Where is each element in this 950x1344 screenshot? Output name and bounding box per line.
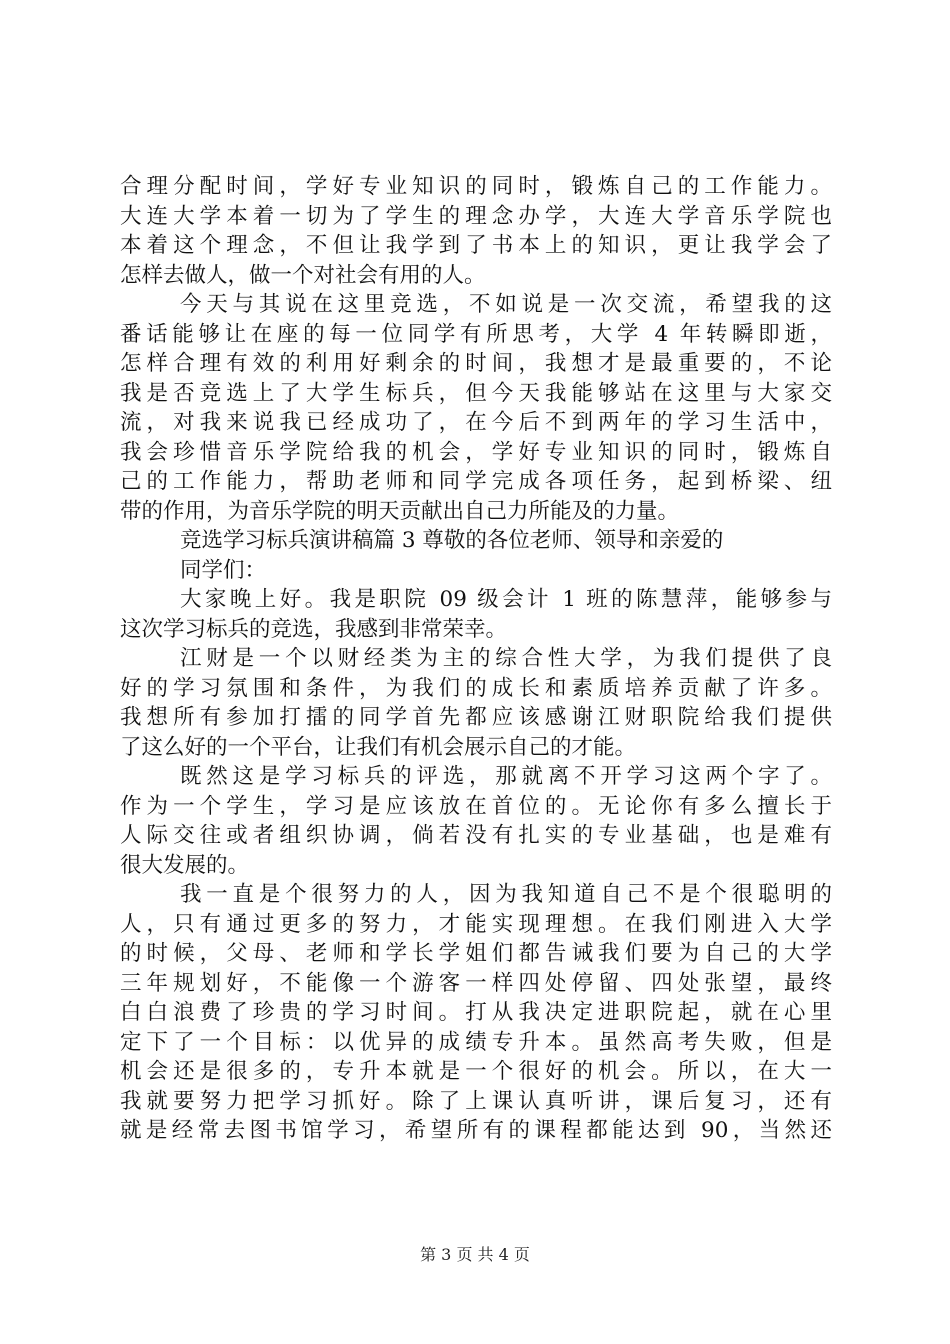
text-line: 我就要努力把学习抓好。除了上课认真听讲，课后复习，还有 bbox=[120, 1088, 832, 1114]
text-line: 人，只有通过更多的努力，才能实现理想。在我们刚进入大学 bbox=[120, 911, 832, 937]
body-text bbox=[120, 172, 832, 1146]
text-line: 好的学习氛围和条件，为我们的成长和素质培养贡献了许多。 bbox=[120, 675, 832, 701]
text-line: 本着这个理念，不但让我学到了书本上的知识，更让我学会了 bbox=[120, 233, 832, 258]
text-line: 我是否竞选上了大学生标兵，但今天我能够站在这里与大家交 bbox=[120, 380, 832, 406]
text-line: 番话能够让在座的每一位同学有所思考，大学 4 年转瞬即逝， bbox=[120, 321, 832, 347]
text-line: 合理分配时间，学好专业知识的同时，锻炼自己的工作能力。 bbox=[120, 174, 832, 199]
salutation-line: 同学们： bbox=[180, 557, 267, 583]
text-line: 大连大学本着一切为了学生的理念办学，大连大学音乐学院也 bbox=[120, 203, 832, 229]
paragraph-start-line: 我一直是个很努力的人，因为我知道自己不是个很聪明的 bbox=[180, 882, 832, 907]
text-line: 带的作用，为音乐学院的明天贡献出自己力所能及的力量。 bbox=[120, 498, 680, 524]
text-line: 人际交往或者组织协调，倘若没有扎实的专业基础，也是难有 bbox=[120, 823, 832, 848]
text-line: 作为一个学生，学习是应该放在首位的。无论你有多么擅长于 bbox=[120, 793, 832, 819]
text-line: 我想所有参加打擂的同学首先都应该感谢江财职院给我们提供 bbox=[120, 705, 832, 730]
text-line: 机会还是很多的，专升本就是一个很好的机会。所以，在大一 bbox=[120, 1059, 832, 1084]
paragraph-start-line: 既然这是学习标兵的评选，那就离不开学习这两个字了。 bbox=[180, 764, 832, 789]
text-line: 定下了一个目标：以优异的成绩专升本。虽然高考失败，但是 bbox=[120, 1029, 832, 1055]
text-line: 的时候，父母、老师和学长学姐们都告诫我们要为自己的大学 bbox=[120, 941, 832, 966]
text-line: 怎样合理有效的利用好剩余的时间，我想才是最重要的，不论 bbox=[120, 351, 832, 376]
page-number-footer: 第 3 页 共 4 页 bbox=[420, 1245, 530, 1264]
text-line: 就是经常去图书馆学习，希望所有的课程都能达到 90，当然还 bbox=[120, 1118, 832, 1143]
text-line: 己的工作能力，帮助老师和同学完成各项任务，起到桥梁、纽 bbox=[120, 469, 832, 494]
text-line: 怎样去做人，做一个对社会有用的人。 bbox=[120, 262, 486, 288]
text-line: 流，对我来说我已经成功了，在今后不到两年的学习生活中， bbox=[120, 410, 832, 435]
text-line: 了这么好的一个平台，让我们有机会展示自己的才能。 bbox=[120, 734, 637, 760]
text-line: 白白浪费了珍贵的学习时间。打从我决定进职院起，就在心里 bbox=[120, 1000, 832, 1025]
text-line: 很大发展的。 bbox=[120, 852, 250, 878]
paragraph-start-line: 大家晚上好。我是职院 09 级会计 1 班的陈慧萍，能够参与 bbox=[180, 587, 832, 612]
text-line: 这次学习标兵的竞选，我感到非常荣幸。 bbox=[120, 616, 508, 642]
text-line: 三年规划好，不能像一个游客一样四处停留、四处张望，最终 bbox=[120, 970, 832, 996]
text-line: 我会珍惜音乐学院给我的机会，学好专业知识的同时，锻炼自 bbox=[120, 439, 832, 465]
paragraph-start-line: 江财是一个以财经类为主的综合性大学，为我们提供了良 bbox=[180, 646, 832, 671]
paragraph-start-line: 今天与其说在这里竞选，不如说是一次交流，希望我的这 bbox=[180, 292, 832, 317]
section-heading-line: 竞选学习标兵演讲稿篇 3 尊敬的各位老师、领导和亲爱的 bbox=[180, 528, 724, 553]
